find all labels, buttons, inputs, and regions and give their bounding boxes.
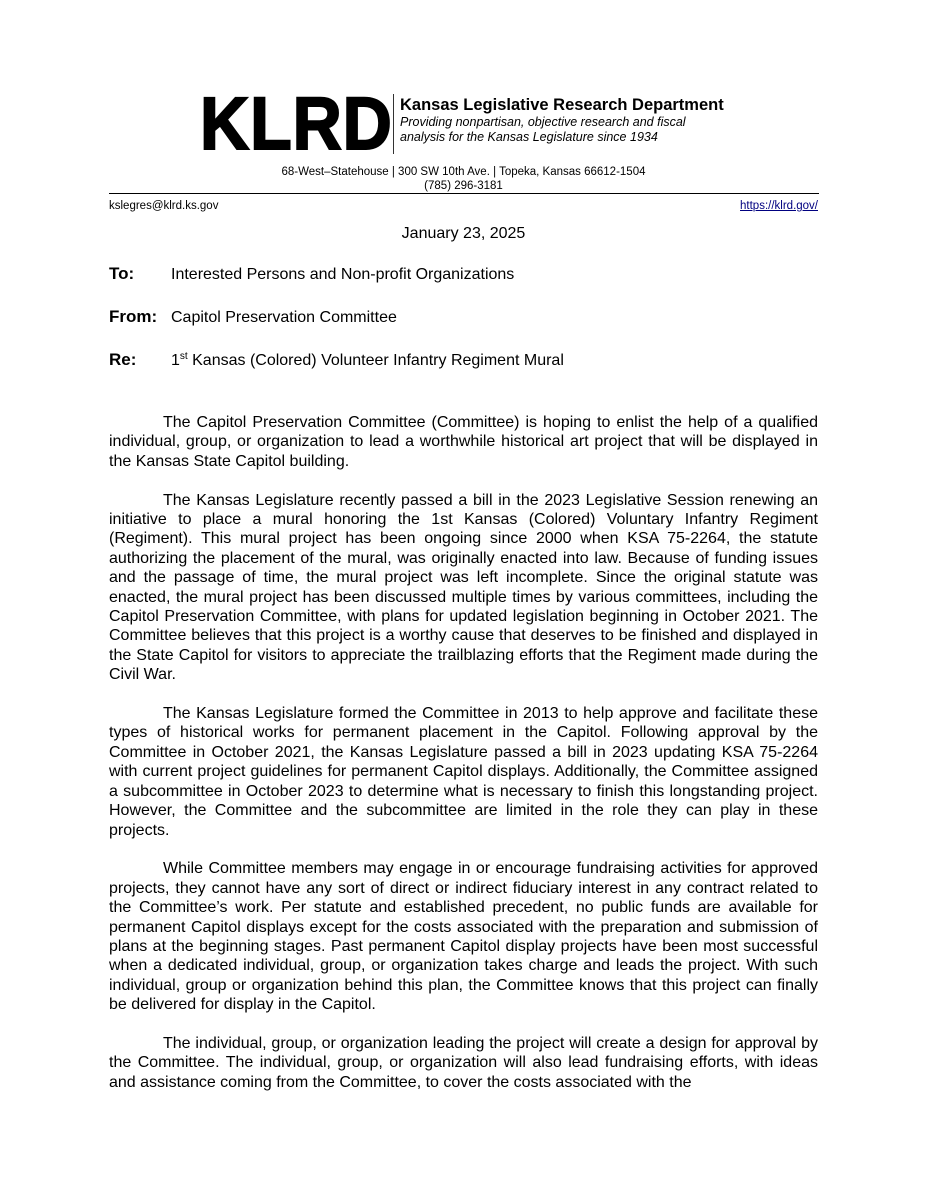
to-value: Interested Persons and Non-profit Organizations (171, 266, 515, 283)
re-ordinal: 1 (171, 352, 180, 369)
logo-text-block (400, 93, 724, 155)
memo-re-row (109, 350, 564, 371)
letterhead (200, 82, 724, 165)
to-label: To: (109, 264, 135, 283)
address-block (0, 165, 927, 193)
website-link[interactable]: https://klrd.gov/ (740, 200, 818, 212)
body-paragraph: The Kansas Legislature recently passed a bill in the 2023 Legislative Session renewing an initiative to place a mural honoring the 1st Kansas (Colored) Voluntary Infantry Regiment (Regiment). This mural project has been ongoing since 2000 when KSA 75-2264, the statute authorizing the placement of the mural, was originally enacted into law. Because of funding issues and the passage of time, the mural project was left incomplete. Since the original statute was enacted, the mural project has been discussed multiple times by various committees, including the Capitol Preservation Committee, with plans for updated legislation beginning in October 2021. The Committee believes that this project is a worthy cause that deserves to be finished and displayed in the State Capitol for visitors to appreciate the trailblazing efforts that the Regiment made during the Civil War. (109, 491, 818, 684)
klrd-logo: KLRD (200, 82, 393, 165)
from-label: From: (109, 307, 158, 326)
header-divider (109, 193, 819, 194)
body-paragraph: The Capitol Preservation Committee (Committee) is hoping to enlist the help of a qualified individual, group, or organization to lead a worthwhile historical art project that will be displayed in the Kansas State Capitol building. (109, 414, 818, 470)
tagline-line-1: Providing nonpartisan, objective research and fiscal (400, 115, 686, 129)
street-address: 68-West–Statehouse | 300 SW 10th Ave. | Topeka, Kansas 66612-1504 (281, 166, 646, 178)
memo-date: January 23, 2025 (401, 225, 526, 242)
body-paragraph: The Kansas Legislature formed the Committee in 2013 to help approve and facilitate these types of historical works for permanent placement in the Capitol. Following approval by the Committee in October 2021, the Kansas Legislature passed a bill in 2023 updating KSA 75-2264 with current project guidelines for permanent Capitol displays. Additionally, the Committee assigned a subcommittee in October 2023 to determine what is necessary to finish this longstanding project. However, the Committee and the subcommittee are limited in the role they can play in these projects. (109, 705, 818, 839)
re-value (171, 351, 564, 371)
org-name: Kansas Legislative Research Department (400, 96, 724, 114)
memo-from-row (109, 307, 397, 328)
phone-number: (785) 296-3181 (424, 180, 503, 192)
body-paragraph: The individual, group, or organization leading the project will create a design for approval by the Committee. The individual, group, or organization will also lead fundraising efforts, with ideas and assistance coming from the Committee, to cover the costs associated with the (109, 1034, 818, 1091)
logo-divider (393, 94, 394, 154)
memo-body (109, 413, 818, 1112)
re-superscript: st (179, 351, 188, 362)
memo-to-row (109, 264, 514, 285)
email-link[interactable]: kslegres@klrd.ks.gov (109, 200, 219, 212)
re-subject: Kansas (Colored) Volunteer Infantry Regiment Mural (187, 352, 564, 369)
tagline-line-2: analysis for the Kansas Legislature since 1934 (400, 130, 658, 144)
from-value: Capitol Preservation Committee (171, 309, 397, 326)
body-paragraph: While Committee members may engage in or encourage fundraising activities for approved projects, they cannot have any sort of direct or indirect fiduciary interest in any contract related to the Committee’s work. Per statute and established precedent, no public funds are available for permanent Capitol displays except for the costs associated with the preparation and submission of plans at the beginning stages. Past permanent Capitol display projects have been most successful when a dedicated individual, group, or organization takes charge and leads the project. With such individual, group or organization behind this plan, the Committee knows that this project can finally be delivered for display in the Capitol. (109, 860, 818, 1014)
re-label: Re: (109, 350, 137, 369)
